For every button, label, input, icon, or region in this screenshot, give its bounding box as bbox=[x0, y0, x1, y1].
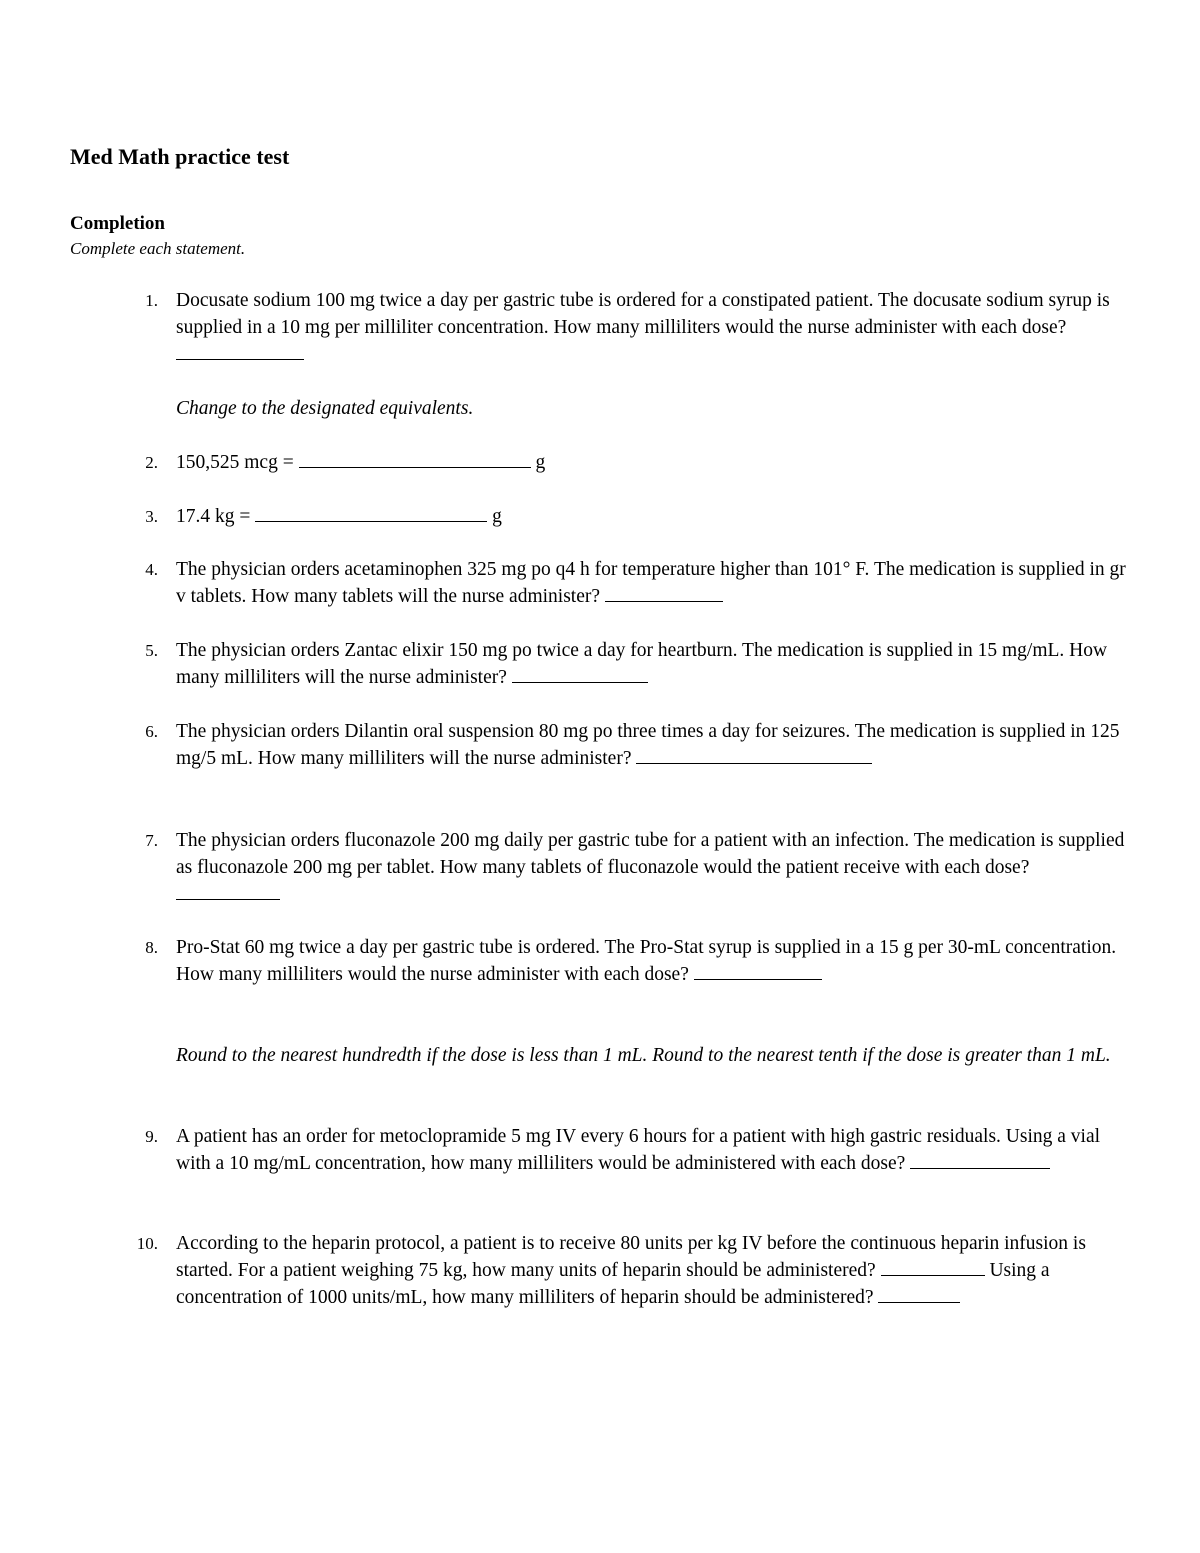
instruction-equivalents: Change to the designated equivalents. bbox=[176, 398, 474, 419]
question-1 bbox=[176, 287, 1136, 368]
question-number: 2. bbox=[145, 453, 158, 472]
answer-blank[interactable] bbox=[910, 1150, 1050, 1169]
question-text: According to the heparin protocol, a patient is to receive 80 units per kg IV before the continuous heparin infusion is started. For a patient weighing 75 kg, how many units of heparin should be administered? bbox=[176, 1233, 1086, 1281]
question-text: A patient has an order for metoclopramide 5 mg IV every 6 hours for a patient with high gastric residuals. Using a vial with a 10 mg/mL concentration, how many milliliters would be administered with each dose? bbox=[176, 1126, 1101, 1174]
question-text: 17.4 kg = bbox=[176, 506, 251, 527]
question-text: Docusate sodium 100 mg twice a day per gastric tube is ordered for a constipated patient. The docusate sodium syrup is supplied in a 10 mg per milliliter concentration. How many milliliters would the nurse administer with each dose? bbox=[176, 290, 1110, 338]
question-4 bbox=[176, 556, 1136, 610]
question-3 bbox=[176, 503, 1136, 530]
question-7 bbox=[176, 827, 1136, 908]
question-8 bbox=[176, 934, 1136, 988]
section-heading: Completion bbox=[70, 213, 165, 234]
section-instruction: Complete each statement. bbox=[70, 239, 246, 258]
question-number: 5. bbox=[145, 641, 158, 660]
answer-blank[interactable] bbox=[605, 583, 723, 602]
answer-blank[interactable] bbox=[636, 745, 872, 764]
page-title: Med Math practice test bbox=[70, 144, 290, 169]
question-number: 7. bbox=[145, 831, 158, 850]
question-9 bbox=[176, 1123, 1136, 1177]
answer-blank[interactable] bbox=[881, 1257, 985, 1276]
question-number: 10. bbox=[136, 1234, 158, 1253]
answer-unit: g bbox=[535, 452, 546, 473]
question-text: Pro-Stat 60 mg twice a day per gastric tube is ordered. The Pro-Stat syrup is supplied in a 15 g per 30-mL concentration. How many milliliters would the nurse administer with each dose? bbox=[176, 937, 1117, 985]
answer-unit: g bbox=[492, 506, 502, 527]
answer-blank[interactable] bbox=[176, 341, 304, 360]
question-number: 4. bbox=[145, 560, 158, 579]
question-number: 3. bbox=[145, 507, 158, 526]
question-number: 9. bbox=[145, 1127, 158, 1146]
question-text: The physician orders Zantac elixir 150 mg po twice a day for heartburn. The medication is supplied in 15 mg/mL. How many milliliters will the nurse administer? bbox=[176, 640, 1108, 688]
question-text: 150,525 mcg = bbox=[176, 452, 294, 473]
question-text: The physician orders acetaminophen 325 mg po q4 h for temperature higher than 101° F. The medication is supplied in gr v tablets. How many tablets will the nurse administer? bbox=[176, 559, 1126, 607]
answer-blank[interactable] bbox=[299, 449, 531, 468]
answer-blank[interactable] bbox=[255, 503, 487, 522]
question-text: The physician orders fluconazole 200 mg daily per gastric tube for a patient with an infection. The medication is supplied as fluconazole 200 mg per tablet. How many tablets of fluconazole would the patient receive with each dose? bbox=[176, 830, 1125, 878]
question-number: 8. bbox=[145, 938, 158, 957]
question-number: 6. bbox=[145, 722, 158, 741]
question-5 bbox=[176, 637, 1136, 691]
answer-blank[interactable] bbox=[694, 961, 822, 980]
answer-blank[interactable] bbox=[878, 1284, 960, 1303]
question-number: 1. bbox=[145, 291, 158, 310]
answer-blank[interactable] bbox=[176, 881, 280, 900]
question-2 bbox=[176, 449, 1136, 476]
instruction-rounding: Round to the nearest hundredth if the dose is less than 1 mL. Round to the nearest tenth if the dose is greater than 1 mL. bbox=[176, 1045, 1111, 1066]
question-text: Using a concentration of 1000 units/mL, how many milliliters of heparin should be administered? bbox=[176, 1260, 1050, 1308]
question-10 bbox=[176, 1230, 1136, 1311]
question-text: The physician orders Dilantin oral suspension 80 mg po three times a day for seizures. The medication is supplied in 125 mg/5 mL. How many milliliters will the nurse administer? bbox=[176, 721, 1120, 769]
answer-blank[interactable] bbox=[512, 664, 648, 683]
question-6 bbox=[176, 718, 1136, 772]
